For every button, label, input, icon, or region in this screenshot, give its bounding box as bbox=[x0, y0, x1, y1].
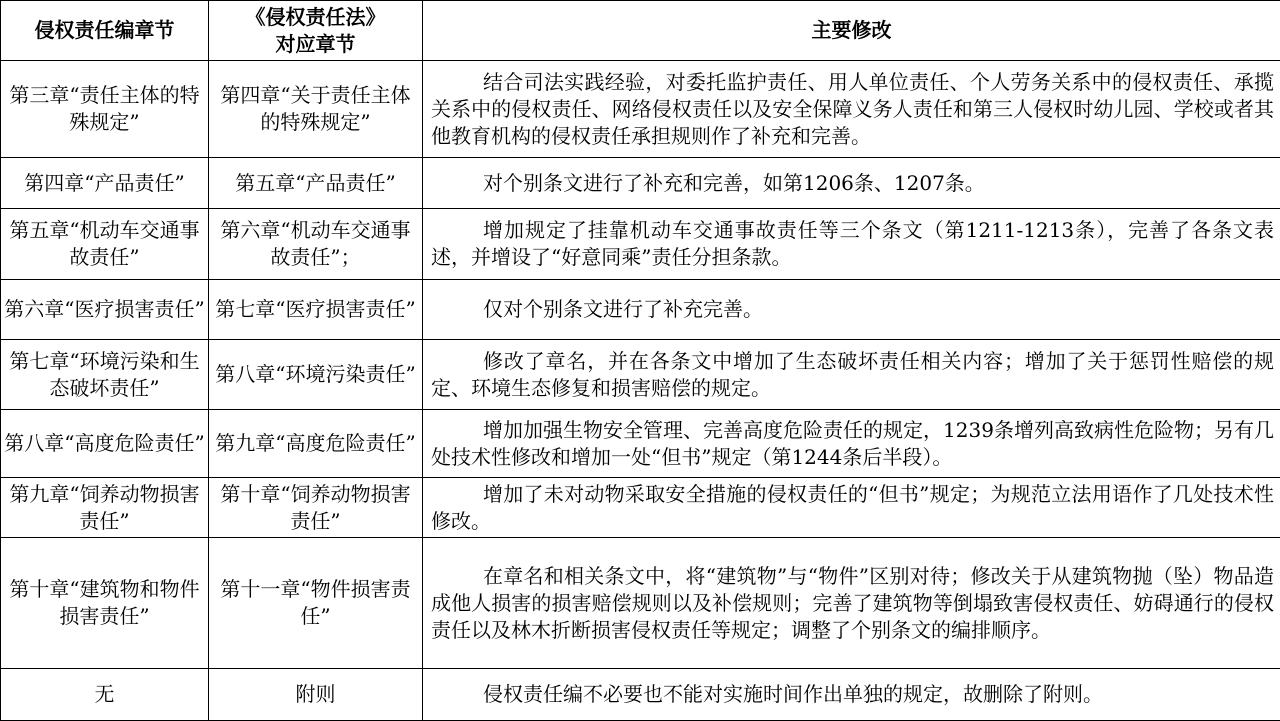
code-chapter-cell: 第四章“产品责任” bbox=[1, 158, 209, 209]
table-row bbox=[1, 478, 1280, 538]
table-row bbox=[1, 280, 1280, 340]
table-row bbox=[1, 669, 1280, 721]
old-law-chapter-cell: 第十章“饲养动物损害责任” bbox=[209, 478, 423, 538]
code-chapter-cell: 无 bbox=[1, 669, 209, 721]
code-chapter-cell: 第十章“建筑物和物件损害责任” bbox=[1, 538, 209, 669]
main-change-cell: 结合司法实践经验，对委托监护责任、用人单位责任、个人劳务关系中的侵权责任、承揽关系中的侵权责任、网络侵权责任以及安全保障义务人责任和第三人侵权时幼儿园、学校或者其他教育机构的侵权责任承担规则作了补充和完善。 bbox=[423, 61, 1280, 158]
old-law-chapter-cell: 第十一章“物件损害责任” bbox=[209, 538, 423, 669]
old-law-chapter-cell: 第五章“产品责任” bbox=[209, 158, 423, 209]
code-chapter-cell: 第八章“高度危险责任” bbox=[1, 410, 209, 478]
code-chapter-cell: 第六章“医疗损害责任” bbox=[1, 280, 209, 340]
code-chapter-cell: 第五章“机动车交通事故责任” bbox=[1, 209, 209, 280]
header-row bbox=[1, 1, 1280, 61]
main-change-cell: 侵权责任编不必要也不能对实施时间作出单独的规定，故删除了附则。 bbox=[423, 669, 1280, 721]
old-law-chapter-cell: 第八章“环境污染责任” bbox=[209, 340, 423, 410]
main-change-cell: 增加加强生物安全管理、完善高度危险责任的规定，1239条增列高致病性危险物；另有几处技术性修改和增加一处“但书”规定（第1244条后半段）。 bbox=[423, 410, 1280, 478]
header-tort-law-line1: 《侵权责任法》 bbox=[246, 5, 386, 29]
table-row bbox=[1, 340, 1280, 410]
header-main-changes: 主要修改 bbox=[423, 1, 1280, 61]
main-change-cell: 修改了章名，并在各条文中增加了生态破坏责任相关内容；增加了关于惩罚性赔偿的规定、环境生态修复和损害赔偿的规定。 bbox=[423, 340, 1280, 410]
main-change-cell: 对个别条文进行了补充和完善，如第1206条、1207条。 bbox=[423, 158, 1280, 209]
old-law-chapter-cell: 第四章“关于责任主体的特殊规定” bbox=[209, 61, 423, 158]
header-tort-law-line2: 对应章节 bbox=[276, 32, 356, 56]
table-row bbox=[1, 158, 1280, 209]
code-chapter-cell: 第七章“环境污染和生态破坏责任” bbox=[1, 340, 209, 410]
table-row bbox=[1, 61, 1280, 158]
table-row bbox=[1, 209, 1280, 280]
main-change-cell: 在章名和相关条文中，将“建筑物”与“物件”区别对待；修改关于从建筑物抛（坠）物品造成他人损害的损害赔偿规则以及补偿规则；完善了建筑物等倒塌致害侵权责任、妨碍通行的侵权责任以及林木折断损害侵权责任等规定；调整了个别条文的编排顺序。 bbox=[423, 538, 1280, 669]
old-law-chapter-cell: 附则 bbox=[209, 669, 423, 721]
table-row bbox=[1, 410, 1280, 478]
table-row bbox=[1, 538, 1280, 669]
main-change-cell: 增加规定了挂靠机动车交通事故责任等三个条文（第1211-1213条），完善了各条文表述，并增设了“好意同乘”责任分担条款。 bbox=[423, 209, 1280, 280]
old-law-chapter-cell: 第七章“医疗损害责任” bbox=[209, 280, 423, 340]
header-tort-law-chapter bbox=[209, 1, 423, 61]
code-chapter-cell: 第三章“责任主体的特殊规定” bbox=[1, 61, 209, 158]
old-law-chapter-cell: 第九章“高度危险责任” bbox=[209, 410, 423, 478]
main-change-cell: 增加了未对动物采取安全措施的侵权责任的“但书”规定；为规范立法用语作了几处技术性修改。 bbox=[423, 478, 1280, 538]
code-chapter-cell: 第九章“饲养动物损害责任” bbox=[1, 478, 209, 538]
old-law-chapter-cell: 第六章“机动车交通事故责任”； bbox=[209, 209, 423, 280]
main-change-cell: 仅对个别条文进行了补充完善。 bbox=[423, 280, 1280, 340]
header-tort-chapter: 侵权责任编章节 bbox=[1, 1, 209, 61]
